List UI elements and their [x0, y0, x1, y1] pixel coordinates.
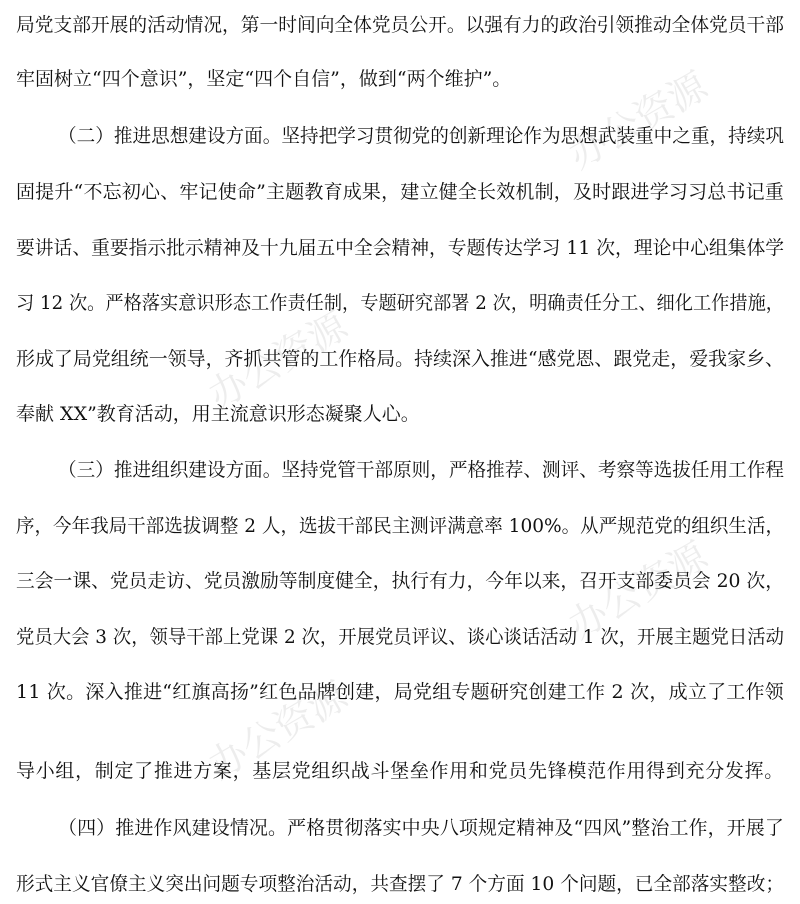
text-line-12	[0, 617, 800, 657]
text-line-10	[0, 506, 800, 546]
watermark: 办公资源	[200, 303, 355, 418]
watermark: 办公资源	[200, 673, 355, 788]
text-line-9	[0, 450, 800, 490]
text-line-7	[0, 339, 800, 379]
text-line-2	[0, 59, 800, 99]
text-line: （四）推进作风建设情况。严格贯彻落实中央八项规定精神及“四风”整治工作，开展了	[58, 817, 784, 839]
text-line: 奉献 XX”教育活动，用主流意识形态凝聚人心。	[16, 403, 420, 425]
text-line: 11 次。深入推进“红旗高扬”红色品牌创建，局党组专题研究创建工作 2 次，成立了工作领	[16, 681, 784, 703]
text-line-16	[0, 864, 800, 904]
watermark: 办公资源	[560, 533, 715, 648]
text-line-3	[0, 116, 800, 156]
text-line-6	[0, 283, 800, 323]
text-line: 固提升“不忘初心、牢记使命”主题教育成果，建立健全长效机制，及时跟进学习习总书记重	[16, 181, 784, 203]
text-line: 习 12 次。严格落实意识形态工作责任制，专题研究部署 2 次，明确责任分工、细化工作措施，	[16, 292, 784, 314]
text-line: 形成了局党组统一领导，齐抓共管的工作格局。持续深入推进“感党恩、跟党走，爱我家乡、	[16, 348, 784, 370]
text-line-8	[0, 394, 800, 434]
text-line: （三）推进组织建设方面。坚持党管干部原则，严格推荐、测评、考察等选拔任用工作程	[58, 459, 784, 481]
text-line: 要讲话、重要指示批示精神及十九届五中全会精神，专题传达学习 11 次，理论中心组集体学	[16, 237, 784, 259]
text-line-13	[0, 672, 800, 712]
text-line-15	[0, 808, 800, 848]
text-line-4	[0, 172, 800, 212]
text-line-14	[0, 751, 800, 791]
watermark: 办公资源	[560, 63, 715, 178]
text-line: 三会一课、党员走访、党员激励等制度健全，执行有力，今年以来，召开支部委员会 20 次，	[16, 570, 784, 592]
text-line: 序，今年我局干部选拔调整 2 人，选拔干部民主测评满意率 100%。从严规范党的组织生活，	[16, 515, 784, 537]
text-line: 党员大会 3 次，领导干部上党课 2 次，开展党员评议、谈心谈话活动 1 次，开展主题党日活动	[16, 626, 784, 648]
text-line: 形式主义官僚主义突出问题专项整治活动，共查摆了 7 个方面 10 个问题，已全部落实整改；	[16, 873, 784, 895]
text-line-5	[0, 228, 800, 268]
text-line: 导小组，制定了推进方案，基层党组织战斗堡垒作用和党员先锋模范作用得到充分发挥。	[16, 760, 784, 782]
text-line: 牢固树立“四个意识”，坚定“四个自信”，做到“两个维护”。	[16, 68, 512, 90]
text-line-11	[0, 561, 800, 601]
text-line: 局党支部开展的活动情况，第一时间向全体党员公开。以强有力的政治引领推动全体党员干部	[16, 14, 784, 36]
text-line-1	[0, 5, 800, 45]
text-line: （二）推进思想建设方面。坚持把学习贯彻党的创新理论作为思想武装重中之重，持续巩	[58, 125, 784, 147]
